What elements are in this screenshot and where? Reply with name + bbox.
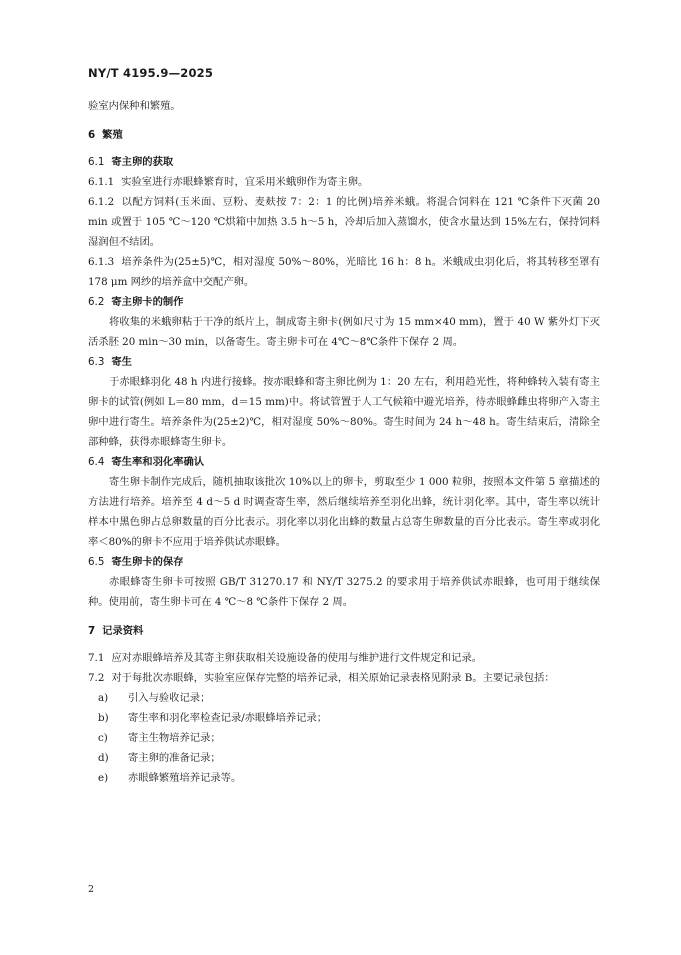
list-item-text: 赤眼蜂繁殖培养记录等。 [128,772,242,784]
list-item-label: e) [98,772,109,784]
section-6-2-title: 寄主卵卡的制作 [111,296,184,308]
section-6-3-heading [88,352,600,372]
section-6-3-text: 于赤眼蜂羽化 48 h 内进行接蜂。按赤眼蜂和寄主卵比例为 1：20 左右，利用趋光性，将种蜂转入装有寄主卵卡的试管(例如 L＝80 mm，d＝15 mm)中。将试管置于人工气候箱中避光培养，待赤眼蜂雌虫将卵产入寄主卵中进行寄生。培养条件为(25±2)℃，相对湿度 50%～80%。寄生时间为 24 h～48 h。寄生结束后，清除全部种蜂，获得赤眼蜂寄生卵卡。 [88,376,600,448]
section-6-4-title: 寄生率和羽化率确认 [111,456,205,468]
section-6-1-number: 6.1 [88,156,105,168]
list-item [88,708,600,728]
chapter-7-title: 记录资料 [102,625,144,637]
list-item-text: 寄主卵的准备记录； [128,752,221,764]
list-item [88,688,600,708]
clause-6-1-2 [88,192,600,252]
clause-6-1-3 [88,252,600,292]
clause-6-1-1 [88,172,600,192]
list-item-label: b) [98,712,109,724]
list-item-label: a) [98,692,109,704]
document-body [88,96,600,788]
standard-number-header: NY/T 4195.9—2025 [88,66,214,80]
list-item-label: d) [98,752,109,764]
section-6-1-heading [88,152,600,172]
list-item [88,748,600,768]
clause-7-1-number: 7.1 [88,652,105,664]
chapter-7-heading [88,621,600,641]
list-item-text: 寄生率和羽化率检查记录/赤眼蜂培养记录； [128,712,328,724]
clause-6-1-1-text: 实验室进行赤眼蜂繁育时，宜采用米蛾卵作为寄主卵。 [121,176,369,188]
section-6-2-heading [88,292,600,312]
section-6-2-text: 将收集的米蛾卵粘于干净的纸片上，制成寄主卵卡(例如尺寸为 15 mm×40 mm)，置于 40 W 紫外灯下灭活杀胚 20 min～30 min，以备寄生。寄主卵卡可在 4℃～8℃条件下保存 2 周。 [88,316,600,348]
chapter-6-heading [88,125,600,145]
list-item [88,728,600,748]
clause-6-1-3-number: 6.1.3 [88,256,115,268]
clause-6-1-2-text: 以配方饲料(玉米面、豆粉、麦麸按 7：2：1 的比例)培养米蛾。将混合饲料在 121 ℃条件下灭菌 20 min 或置于 105 ℃～120 ℃烘箱中加热 3.5 h～5 h，冷却后加入蒸馏水，使含水量达到 15%左右，保持饲料湿润但不结团。 [88,196,600,248]
clause-7-2-text: 对于每批次赤眼蜂，实验室应保存完整的培养记录，相关原始记录表格见附录 B。主要记录包括： [111,672,555,684]
chapter-7-number: 7 [88,625,96,637]
section-6-4-number: 6.4 [88,456,105,468]
section-6-5-heading [88,552,600,572]
section-6-5-text: 赤眼蜂寄生卵卡可按照 GB/T 31270.17 和 NY/T 3275.2 的要求用于培养供试赤眼蜂，也可用于继续保种。使用前，寄生卵卡可在 4 ℃～8 ℃条件下保存 2 周。 [88,576,600,608]
list-item-label: c) [98,732,108,744]
clause-6-1-1-number: 6.1.1 [88,176,115,188]
section-6-4-heading [88,452,600,472]
list-item [88,768,600,788]
section-6-3-number: 6.3 [88,356,105,368]
section-6-2-number: 6.2 [88,296,105,308]
list-item-text: 寄主生物培养记录； [128,732,221,744]
clause-6-1-2-number: 6.1.2 [88,196,115,208]
clause-7-1 [88,648,600,668]
section-6-4-text: 寄生卵卡制作完成后，随机抽取该批次 10%以上的卵卡，剪取至少 1 000 粒卵，按照本文件第 5 章描述的方法进行培养。培养至 4 d～5 d 时调查寄生率，然后继续培养至羽化出蜂，统计羽化率。其中，寄生率以统计样本中黑色卵占总卵数量的百分比表示。羽化率以羽化出蜂的数量占总寄生卵数量的百分比表示。寄生率或羽化率＜80%的卵卡不应用于培养供试赤眼蜂。 [88,476,600,548]
chapter-6-number: 6 [88,129,96,141]
clause-7-2-number: 7.2 [88,672,105,684]
list-item-text: 引入与验收记录； [128,692,211,704]
chapter-6-title: 繁殖 [102,129,123,141]
section-6-5-number: 6.5 [88,556,105,568]
section-6-3-title: 寄生 [111,356,132,368]
section-6-1-title: 寄主卵的获取 [111,156,174,168]
section-6-5-title: 寄生卵卡的保存 [111,556,184,568]
clause-7-2 [88,668,600,688]
clause-6-1-3-text: 培养条件为(25±5)℃，相对湿度 50%～80%，光暗比 16 h：8 h。米蛾成虫羽化后，将其转移至罩有 178 μm 网纱的培养盒中交配产卵。 [88,256,600,288]
continued-text: 验室内保种和繁殖。 [88,100,181,112]
clause-7-1-text: 应对赤眼蜂培养及其寄主卵获取相关设施设备的使用与维护进行文件规定和记录。 [111,652,483,664]
page-number: 2 [88,884,95,895]
